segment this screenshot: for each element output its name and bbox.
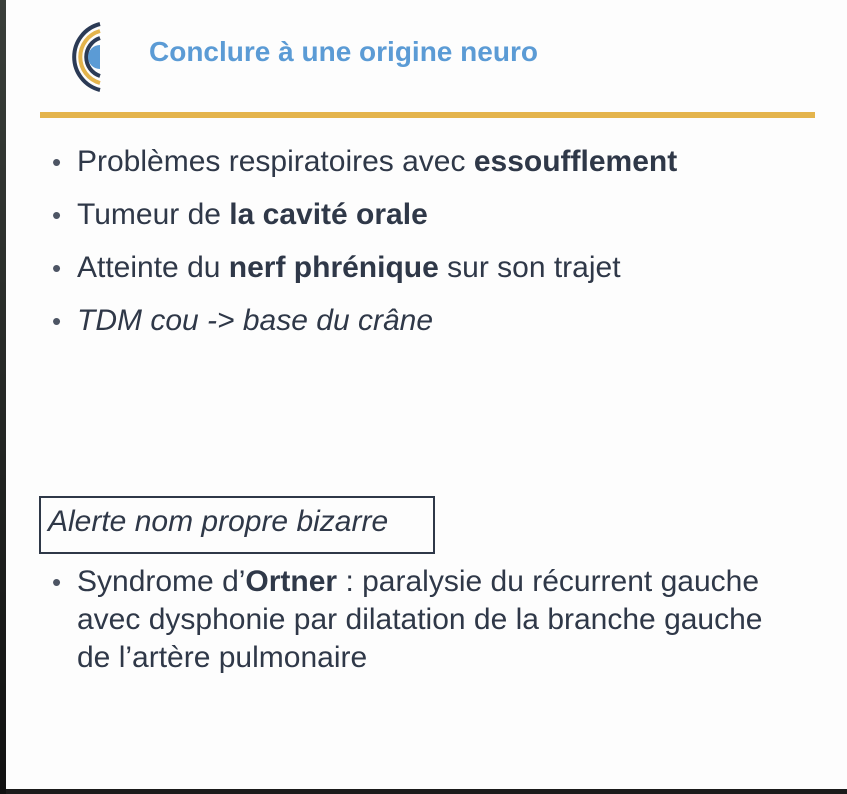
bullet-item: • TDM cou -> base du crâne [52,299,677,352]
ortner-bullet: • Syndrome d’Ortner : paralysie du récurrent gauche avec dysphonie par dilatation de la branche gauche de l’artère pulmonaire [52,563,772,677]
bullet-list [52,140,677,352]
bullet-item: • Tumeur de la cavité orale [52,193,677,246]
bullet-item: • Problèmes respiratoires avec essoufflement [52,140,677,193]
alert-text: Alerte nom propre bizarre [48,505,389,538]
title-divider [40,112,815,118]
concentric-arcs-logo-icon [56,18,112,96]
slide [6,0,847,789]
slide-title: Conclure à une origine neuro [149,36,538,67]
bullet-item: • Atteinte du nerf phrénique sur son trajet [52,246,677,299]
